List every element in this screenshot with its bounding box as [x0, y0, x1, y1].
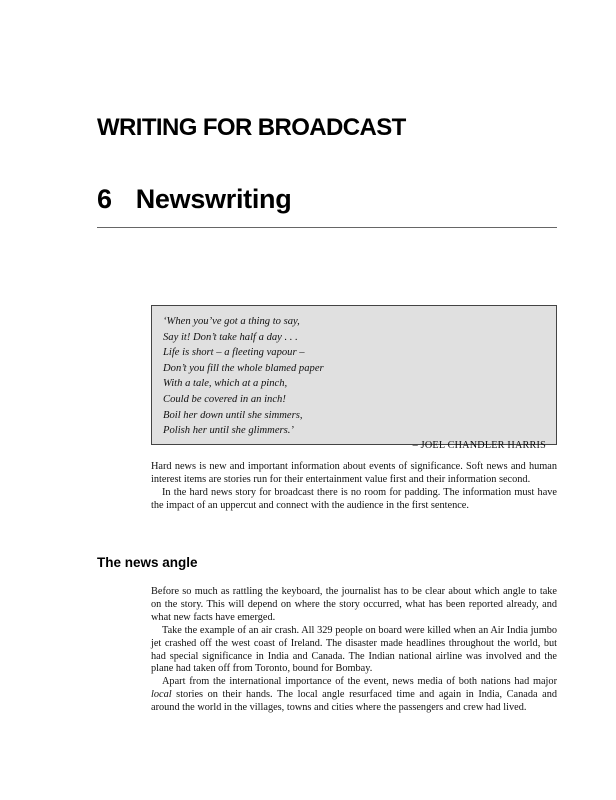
section-heading: The news angle — [97, 555, 198, 570]
intro-paragraph-1: Hard news is new and important information about events of significance. Soft news and human interest items are stories run for their entertainment value first and their information second. — [151, 461, 557, 485]
epigraph-line: Could be covered in an inch! — [163, 393, 286, 405]
epigraph-line: ‘When you’ve got a thing to say, — [163, 316, 300, 327]
epigraph-line: Life is short – a fleeting vapour – — [163, 347, 305, 359]
local-emphasis: local — [151, 689, 172, 701]
section-text — [151, 586, 557, 715]
chapter-title: Newswriting — [135, 184, 292, 214]
epigraph-box — [151, 305, 557, 451]
epigraph-attribution: – JOEL CHANDLER HARRIS — [412, 439, 546, 451]
epigraph-line: Boil her down until she simmers, — [163, 409, 303, 421]
chapter-rule — [97, 227, 557, 228]
intro-text — [151, 461, 557, 513]
section-paragraph-3 — [151, 676, 557, 715]
epigraph-line: With a tale, which at a pinch, — [163, 378, 288, 390]
epigraph-line: Polish her until she glimmers.’ — [163, 425, 294, 437]
section-paragraph-2: Take the example of an air crash. All 329 people on board were killed when an Air India jumbo jet crashed off the west coast of Ireland. The disaster made headlines throughout the world, but had special significance in India and Canada. The Indian national airline was involved and the plane had taken off from Toronto, bound for Bombay. — [151, 624, 557, 675]
part-title: WRITING FOR BROADCAST — [97, 114, 406, 141]
section-paragraph-1: Before so much as rattling the keyboard, the journalist has to be clear about which angle to take on the story. This will depend on where the story occurred, what has been reported already, and what new facts have emerged. — [151, 586, 557, 623]
epigraph-line: Say it! Don’t take half a day . . . — [163, 331, 298, 343]
paragraph-3-text-start: Apart from the international importance of the event, news media of both nations had major — [162, 676, 557, 688]
paragraph-3-text-end: stories on their hands. The local angle resurfaced time and again in India, Canada and around the world in the villages, towns and cities where the passengers and crew had lived. — [151, 689, 557, 714]
chapter-number: 6 — [97, 184, 112, 214]
chapter-heading — [97, 184, 291, 215]
intro-paragraph-2: In the hard news story for broadcast there is no room for padding. The information must have the impact of an uppercut and connect with the audience in the first sentence. — [151, 486, 557, 511]
epigraph-line: Don’t you fill the whole blamed paper — [163, 362, 324, 374]
